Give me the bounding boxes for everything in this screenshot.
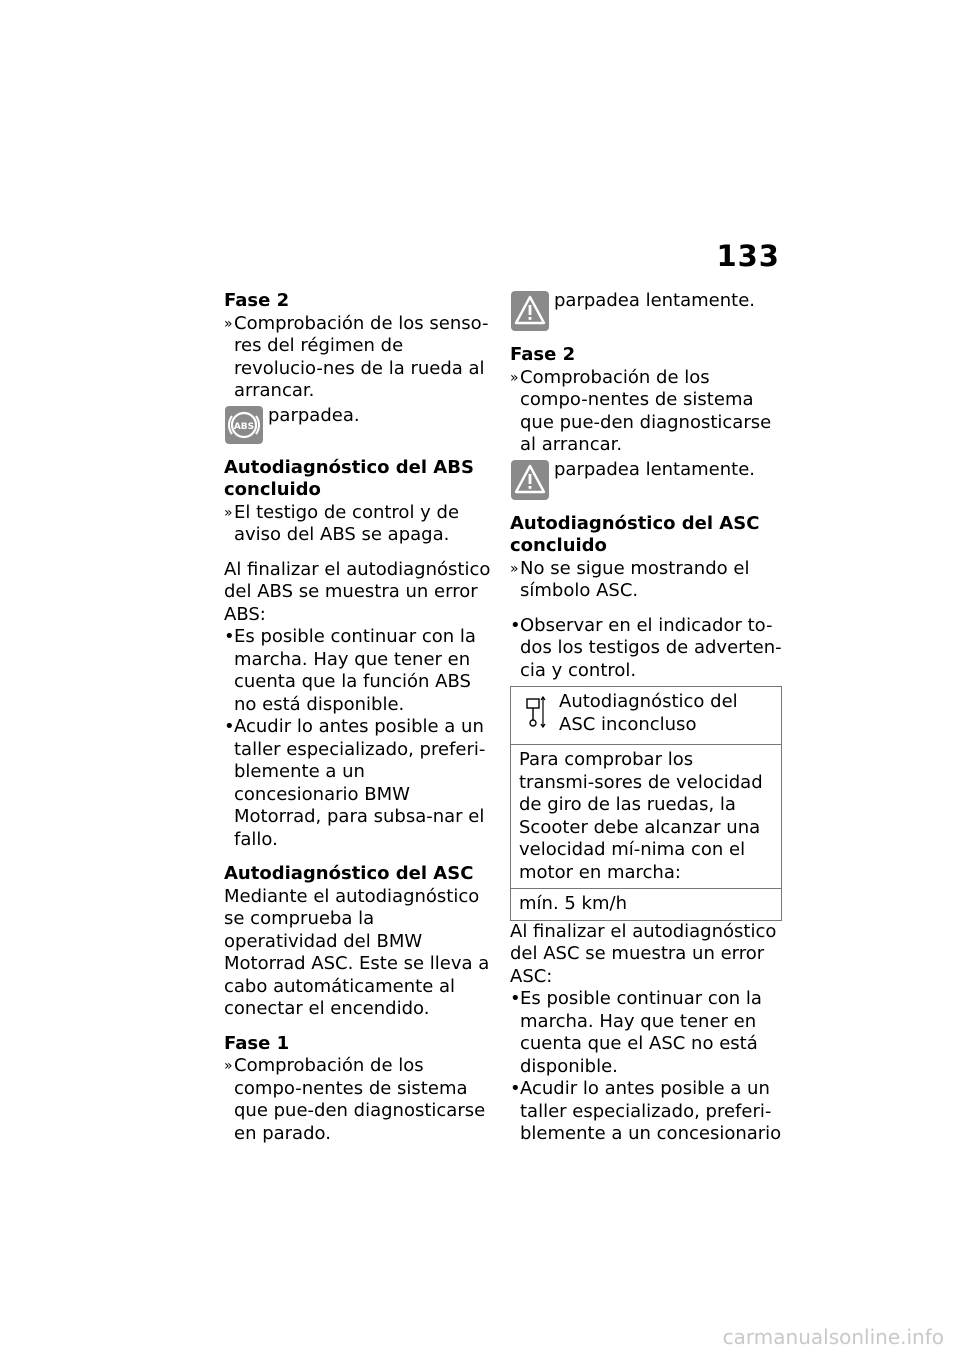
abs-indicator-text: parpadea. xyxy=(268,404,360,426)
abs-indicator-row xyxy=(224,405,492,445)
step-item xyxy=(224,1055,492,1145)
bullet-marker: • xyxy=(510,1078,521,1099)
warning-indicator-text: parpadea lentamente. xyxy=(554,290,756,311)
step-text: Comprobación de los senso-res del régimen de revolucio-nes de la rueda al arrancar. xyxy=(234,312,489,401)
abs-error-paragraph: Al finalizar el autodiagnóstico del ABS se muestra un error ABS: xyxy=(224,558,491,625)
list-item xyxy=(510,615,782,683)
abs-done-heading: Autodiagnóstico del ABS concluido xyxy=(224,456,474,500)
list-item xyxy=(224,716,492,851)
step-text: No se sigue mostrando el símbolo ASC. xyxy=(520,557,750,601)
step-item xyxy=(224,502,492,547)
asc-done-heading: Autodiagnóstico del ASC concluido xyxy=(510,512,760,556)
bullet-text: Observar en el indicador to-dos los testigos de adverten-cia y control. xyxy=(520,614,782,681)
asc-error-paragraph: Al finalizar el autodiagnóstico del ASC se muestra un error ASC: xyxy=(510,920,777,987)
list-item xyxy=(224,626,492,716)
general-warning-triangle-icon xyxy=(510,459,550,501)
fase1-heading: Fase 1 xyxy=(224,1032,290,1054)
bullet-marker: • xyxy=(224,716,235,737)
spec-title: Autodiagnóstico del ASC inconcluso xyxy=(559,691,738,735)
list-item xyxy=(510,988,782,1078)
step-marker: » xyxy=(224,504,233,521)
spec-header xyxy=(511,687,781,744)
step-marker: » xyxy=(224,1058,233,1074)
watermark: carmanualsonline.info xyxy=(722,1324,944,1349)
bullet-marker: • xyxy=(510,988,521,1009)
step-text: El testigo de control y de aviso del ABS se apaga. xyxy=(234,501,460,545)
right-column xyxy=(510,290,782,1146)
step-text: Comprobación de los compo-nentes de sistema que pue-den diagnosticarse en parado. xyxy=(234,1055,486,1144)
warning-indicator-text: parpadea lentamente. xyxy=(554,458,756,480)
warning-indicator-row xyxy=(510,459,782,501)
bullet-marker: • xyxy=(510,614,521,636)
spec-value: mín. 5 km/h xyxy=(511,888,781,920)
step-text: Comprobación de los compo-nentes de sistema que pue-den diagnosticarse al arrancar. xyxy=(520,366,772,455)
specification-gauge-icon xyxy=(525,695,547,729)
bullet-text: Acudir lo antes posible a un taller especializado, preferi-blemente a un concesionario xyxy=(520,1078,782,1144)
bullet-text: Es posible continuar con la marcha. Hay que tener en cuenta que la función ABS no está disponible. xyxy=(234,626,476,715)
asc-paragraph: Mediante el autodiagnóstico se comprueba la operatividad del BMW Motorrad ASC. Este se lleva a cabo automáticamente al conectar el encendido. xyxy=(224,885,490,1019)
step-item xyxy=(224,313,492,403)
general-warning-triangle-icon xyxy=(510,290,550,332)
step-marker: » xyxy=(510,369,519,386)
bullet-text: Acudir lo antes posible a un taller especializado, preferi-blemente a un concesionario BMW Motorrad, para subsa-nar el fallo. xyxy=(234,716,486,850)
step-marker: » xyxy=(510,560,519,577)
left-column xyxy=(224,290,492,1145)
asc-heading: Autodiagnóstico del ASC xyxy=(224,863,474,884)
abs-warning-light-icon xyxy=(224,405,264,445)
bullet-marker: • xyxy=(224,626,235,647)
spec-table xyxy=(510,686,782,921)
step-item xyxy=(510,558,782,603)
bullet-text: Es posible continuar con la marcha. Hay que tener en cuenta que el ASC no está disponible. xyxy=(520,988,762,1077)
svg-text:ABS: ABS xyxy=(233,421,255,432)
list-item xyxy=(510,1078,782,1146)
step-item xyxy=(510,367,782,457)
page-number: 133 xyxy=(716,239,780,273)
spec-description: Para comprobar los transmi-sores de velocidad de giro de las ruedas, la Scooter debe alcanzar una velocidad mí-nima con el motor en marcha: xyxy=(511,744,781,888)
step-marker: » xyxy=(224,315,233,332)
warning-indicator-row xyxy=(510,290,782,332)
fase2-heading: Fase 2 xyxy=(224,290,290,311)
fase2-heading: Fase 2 xyxy=(510,344,576,365)
